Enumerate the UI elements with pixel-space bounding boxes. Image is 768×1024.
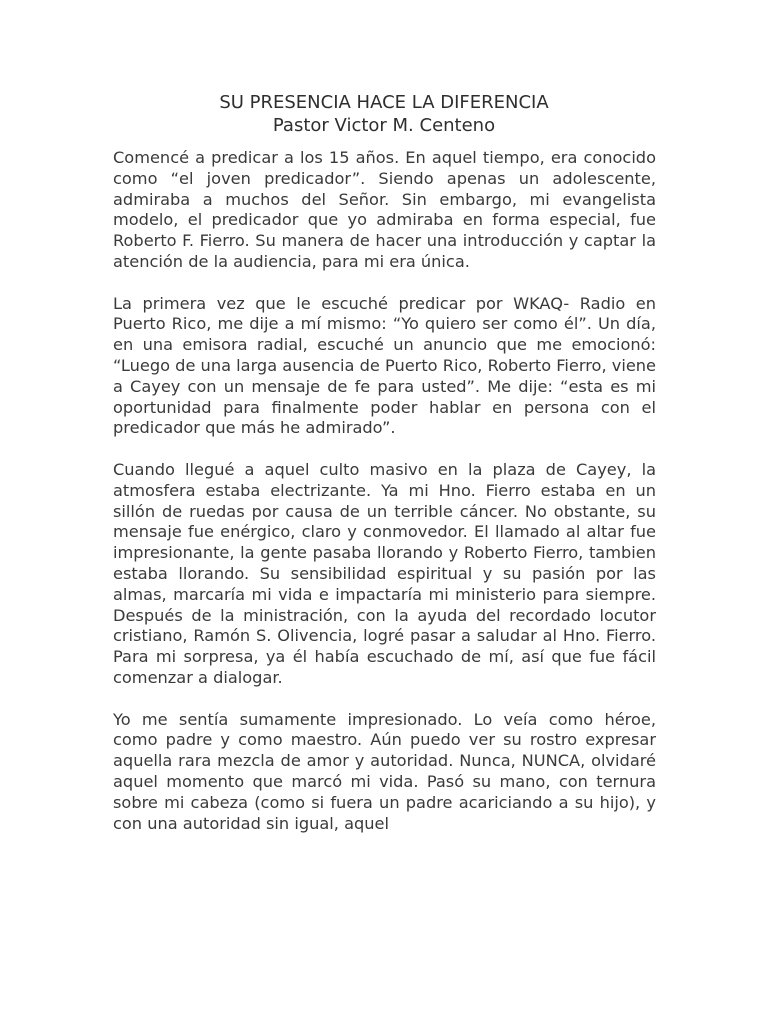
paragraph-4: Yo me sentía sumamente impresionado. Lo veía como héroe, como padre y como maestro. Aún puedo ver su rostro expresar aquella rara mezcla de amor y autoridad. Nunca, NUNCA, olvidaré aquel momento que marcó mi vida. Pasó su mano, con ternura sobre mi cabeza (como si fuera un padre acariciando a su hijo), y con una autoridad sin igual, aquel — [113, 709, 656, 833]
document-title: SU PRESENCIA HACE LA DIFERENCIA — [219, 92, 549, 113]
paragraph-3: Cuando llegué a aquel culto masivo en la plaza de Cayey, la atmosfera estaba electrizante. Ya mi Hno. Fierro estaba en un sillón de ruedas por causa de un terrible cáncer. No obstante, su mensaje fue enérgico, claro y conmovedor. El llamado al altar fue impresionante, la gente pasaba llorando y Roberto Fierro, tambien estaba llorando. Su sensibilidad espiritual y su pasión por las almas, marcaría mi vida e impactaría mi ministerio para siempre. Después de la ministración, con la ayuda del recordado locutor cristiano, Ramón S. Olivencia, logré pasar a saludar al Hno. Fierro. Para mi sorpresa, ya él había escuchado de mí, así que fue fácil comenzar a dialogar. — [113, 459, 656, 687]
paragraph-1: Comencé a predicar a los 15 años. En aquel tiempo, era conocido como “el joven predicador”. Siendo apenas un adolescente, admiraba a muchos del Señor. Sin embargo, mi evangelista modelo, el predicador que yo admiraba en forma especial, fue Roberto F. Fierro. Su manera de hacer una introducción y captar la atención de la audiencia, para mi era única. — [113, 148, 656, 271]
document-body — [113, 148, 656, 855]
document-header — [0, 91, 768, 137]
document-author: Pastor Victor M. Centeno — [272, 115, 496, 136]
paragraph-2: La primera vez que le escuché predicar por WKAQ- Radio en Puerto Rico, me dije a mí mismo: “Yo quiero ser como él”. Un día, en una emisora radial, escuché un anuncio que me emocionó: “Luego de una larga ausencia de Puerto Rico, Roberto Fierro, viene a Cayey con un mensaje de fe para usted”. Me dije: “esta es mi oportunidad para finalmente poder hablar en persona con el predicador que más he admirado”. — [113, 293, 656, 438]
